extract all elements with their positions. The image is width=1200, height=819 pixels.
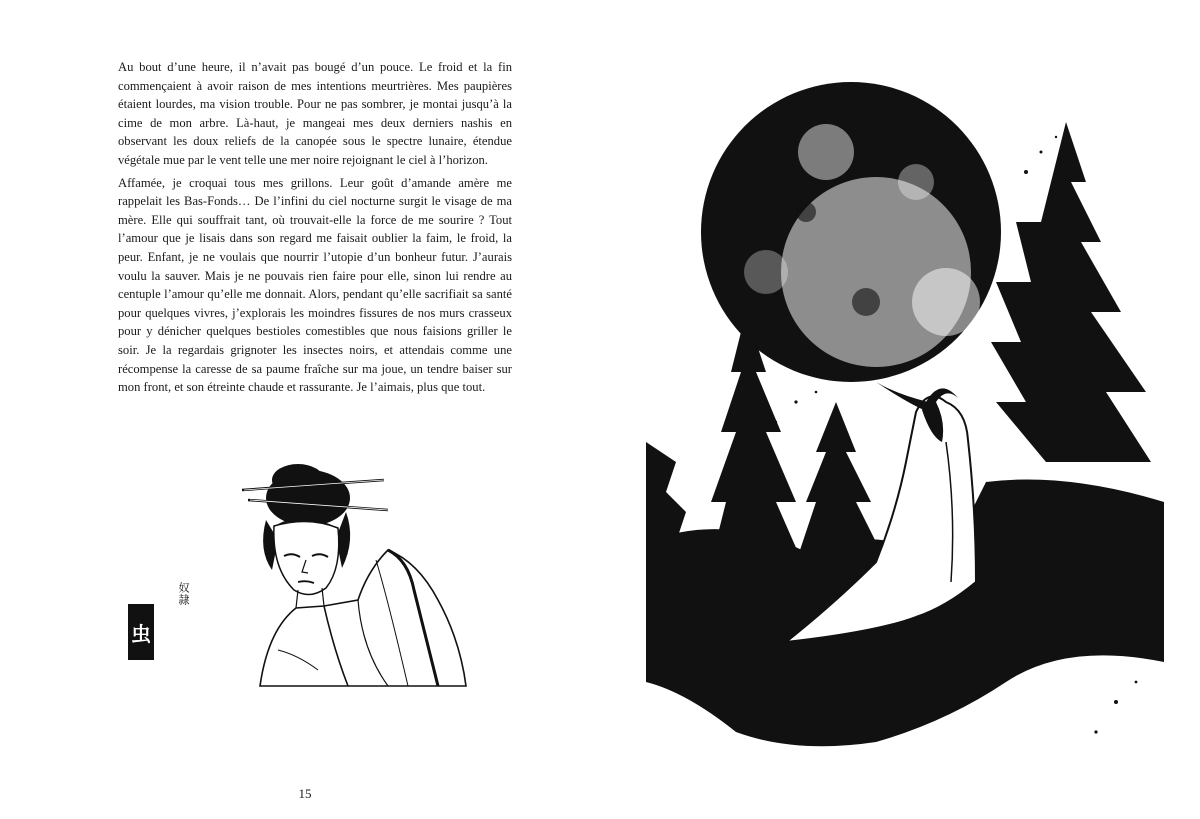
body-text <box>118 58 512 401</box>
kanji-seal: 虫 <box>128 604 154 660</box>
kanji-caption: 奴隷 <box>177 582 190 606</box>
paragraph-1: Au bout d’une heure, il n’avait pas bougé d’un pouce. Le froid et la fin commençaient à avoir raison de mes intentions meurtrières. Mes paupières étaient lourdes, ma vision trouble. Pour ne pas sombrer, je montai jusqu’à la cime de mon arbre. Là-haut, je mangeai mes deux derniers nashis en observant les doux reliefs de la canopée sous le spectre lunaire, étendue végétale mue par le vent telle une mer noire rejoignant le ciel à l’horizon. <box>118 60 512 167</box>
night-illustration <box>646 42 1164 754</box>
paragraph-2: Affamée, je croquai tous mes grillons. Leur goût d’amande amère me rappelait les Bas-Fonds… De l’infini du ciel nocturne surgit le visage de ma mère. Elle qui souffrait tant, où trouvait-elle la force de me sourire ? Tout l’amour que je lisais dans son regard me faisait oublier la faim, le froid, la peur. Enfant, je ne voulais que nourrir l’utopie d’un bonheur futur. J’aurais voulu la sauver. Mais je ne pouvais rien faire pour elle, sinon lui rendre au centuple l’amour qu’elle me donnait. Alors, pendant qu’elle sacrifiait sa santé pour quelques vivres, j’explorais les moindres fissures de nos murs crasseux pour y dénicher quelques bestioles comestibles que nous faisions griller le soir. Je la regardais grignoter les insectes noirs, et attendais comme une récompense la caresse de sa paume fraîche sur ma joue, un tendre baiser sur mon front, et son étreinte chaude et rassurante. Je l’aimais, plus que tout. <box>118 175 512 395</box>
page-number: 15 <box>298 786 312 801</box>
geisha-illustration <box>238 450 478 690</box>
